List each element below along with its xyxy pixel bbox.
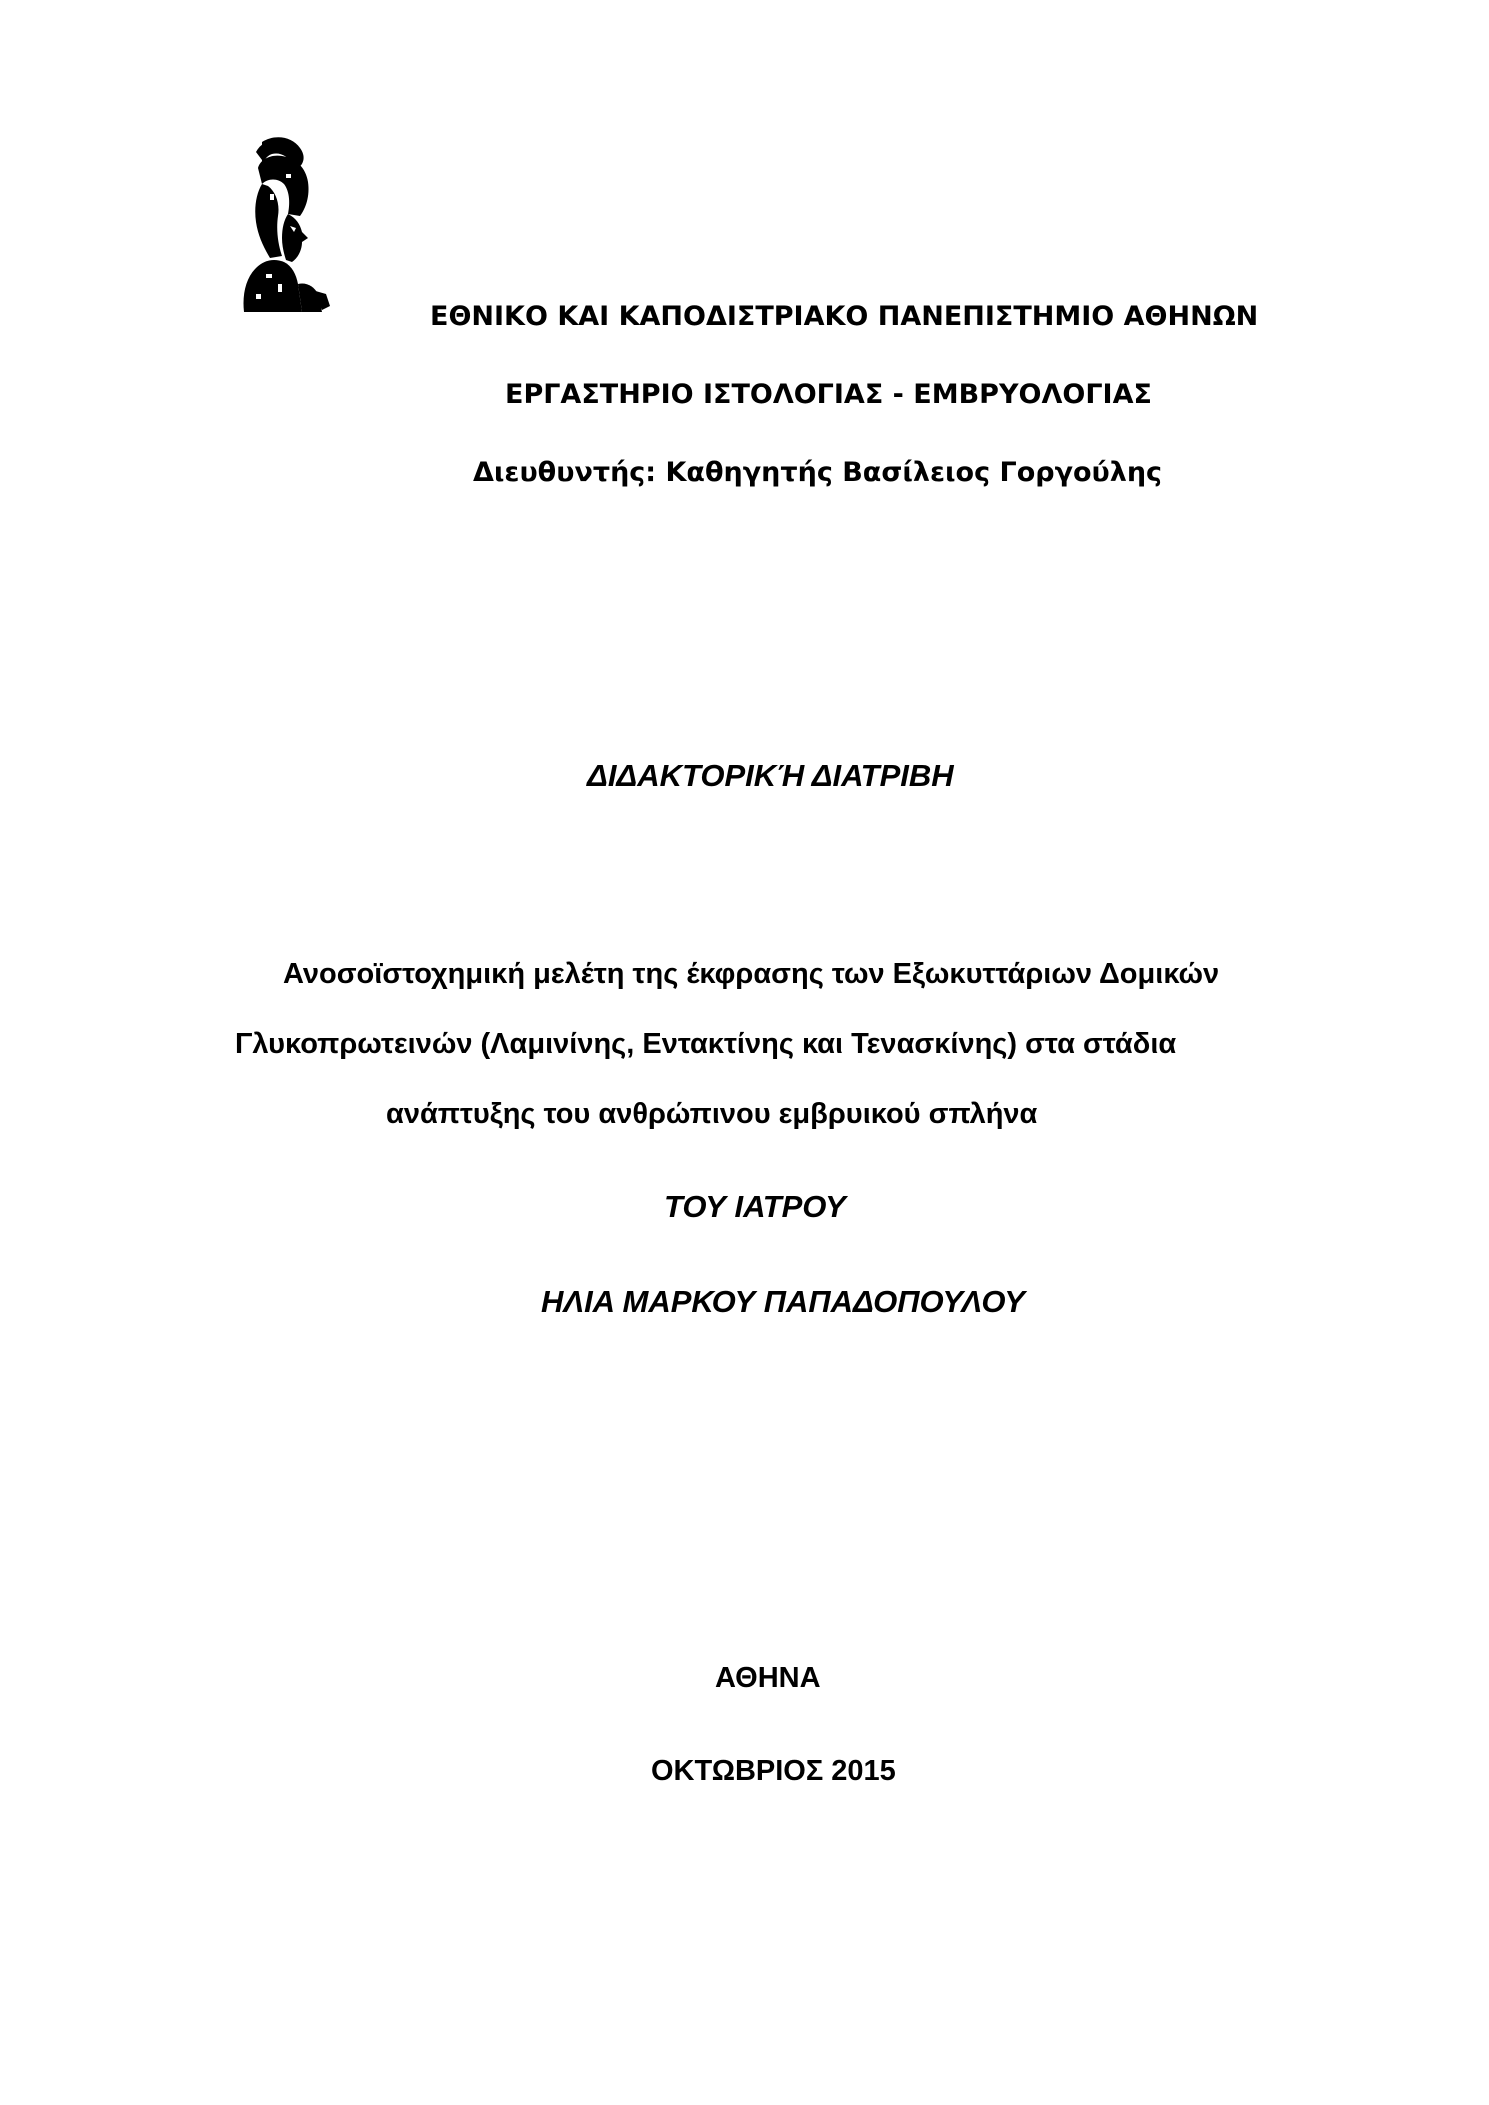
laboratory-name: ΕΡΓΑΣΤΗΡΙΟ ΙΣΤΟΛΟΓΙΑΣ - ΕΜΒΡΥΟΛΟΓΙΑΣ (505, 379, 1152, 410)
date: ΟΚΤΩΒΡΙΟΣ 2015 (651, 1755, 896, 1787)
athena-head-emblem-icon (226, 134, 344, 312)
document-type: ΔΙΔΑΚΤΟΡΙΚΉ ΔΙΑΤΡΙΒΗ (587, 758, 954, 793)
university-logo (226, 134, 344, 312)
thesis-title-line-1: Ανοσοϊστοχημική μελέτη της έκφρασης των Εξωκυττάριων Δομικών (283, 958, 1220, 990)
city: ΑΘΗΝΑ (715, 1662, 821, 1694)
thesis-title-line-3: ανάπτυξης του ανθρώπινου εμβρυικού σπλήνα (386, 1098, 1038, 1130)
thesis-title-line-2: Γλυκοπρωτεινών (Λαμινίνης, Εντακτίνης και Τενασκίνης) στα στάδια (235, 1028, 1177, 1060)
director-line: Διευθυντής: Καθηγητής Βασίλειος Γοργούλης (473, 457, 1163, 488)
university-name: ΕΘΝΙΚΟ ΚΑΙ ΚΑΠΟΔΙΣΤΡΙΑΚΟ ΠΑΝΕΠΙΣΤΗΜΙΟ ΑΘΗΝΩΝ (430, 301, 1259, 332)
author-prefix: ΤΟΥ ΙΑΤΡΟΥ (664, 1189, 846, 1224)
author-name: ΗΛΙΑ ΜΑΡΚΟΥ ΠΑΠΑΔΟΠΟΥΛΟΥ (541, 1284, 1025, 1319)
